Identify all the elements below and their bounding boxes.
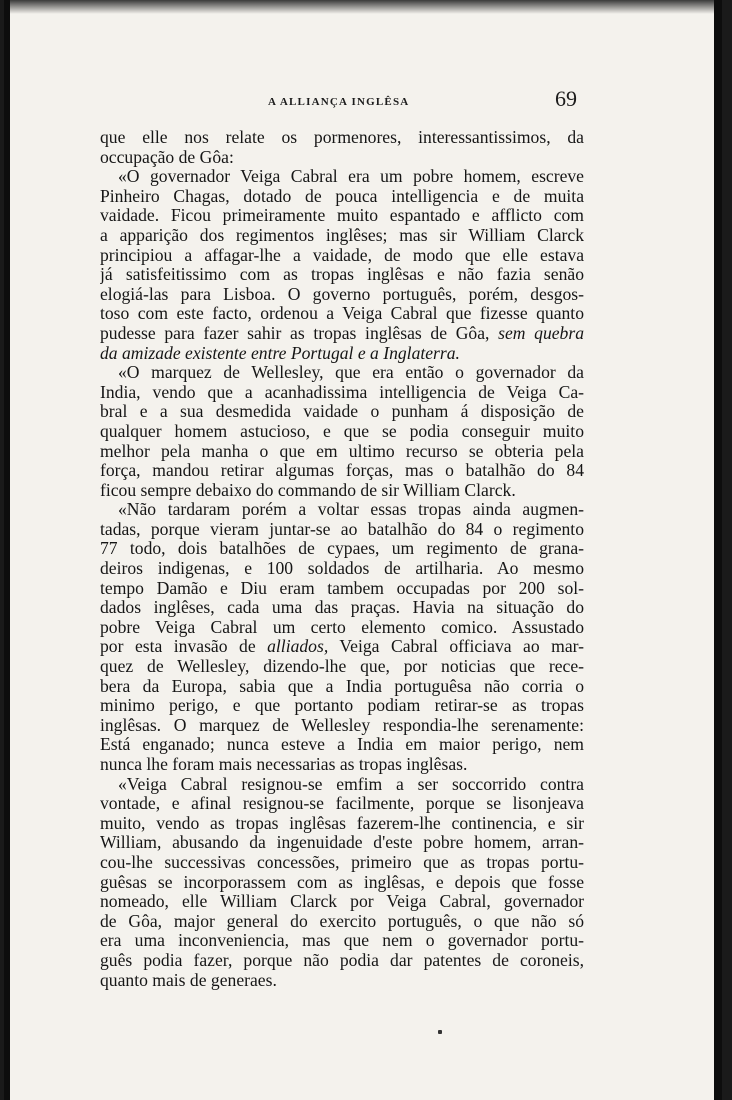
text-line: tadas, porque vieram juntar-se ao batalhão do 84 o regimento	[100, 519, 584, 539]
page-number: 69	[555, 86, 577, 111]
text-line: tempo Damão e Diu eram tambem occupadas por 200 sol-	[100, 578, 584, 598]
text-line: quanto mais de generaes.	[100, 970, 277, 990]
text-line: pudesse para fazer sahir as tropas inglêsas de Gôa, sem quebra	[100, 323, 584, 343]
print-speck	[438, 1030, 442, 1034]
text-line: já satisfeitissimo com as tropas inglêsas e não fazia senão	[100, 265, 584, 285]
book-page	[4, 0, 722, 1100]
page-top-shadow	[10, 0, 714, 14]
text-line: William, abusando da ingenuidade d'este pobre homem, arran-	[100, 833, 584, 853]
text-line: melhor pela manha o que em ultimo recurso se obteria pela	[100, 441, 584, 461]
text-line: India, vendo que a acanhadissima intelligencia de Veiga Ca-	[100, 382, 584, 402]
paragraph	[100, 500, 584, 774]
text-line: ficou sempre debaixo do commando de sir William Clarck.	[100, 480, 516, 500]
text-line: elogiá-las para Lisboa. O governo português, porém, desgos-	[100, 284, 584, 304]
text-line: a apparição dos regimentos inglêses; mas sir William Clarck	[100, 225, 584, 245]
text-line: Pinheiro Chagas, dotado de pouca intelligencia e de muita	[100, 186, 584, 206]
text-line: principiou a affagar-lhe a vaidade, de modo que elle estava	[100, 245, 584, 265]
text-line: quez de Wellesley, dizendo-lhe que, por noticias que rece-	[100, 657, 584, 677]
text-line: nunca lhe foram mais necessarias as tropas inglêsas.	[100, 755, 468, 774]
text-line: vontade, e afinal resignou-se facilmente, porque se lisonjeava	[100, 794, 584, 814]
text-line: guês podia fazer, porque não podia dar patentes de coroneis,	[100, 950, 584, 970]
text-line: 77 todo, dois batalhões de cypaes, um regimento de grana-	[100, 539, 584, 559]
text-line: era uma inconveniencia, mas que nem o governador portu-	[100, 931, 584, 951]
text-line: cou-lhe successivas concessões, primeiro que as tropas portu-	[100, 852, 584, 872]
text-line: minimo perigo, e que portanto podiam retirar-se as tropas	[100, 696, 584, 716]
text-line: «Não tardaram porém a voltar essas tropas ainda augmen-	[118, 500, 584, 520]
paragraph	[100, 363, 584, 500]
text-line: força, mandou retirar algumas forças, mas o batalhão do 84	[100, 461, 584, 481]
text-line: deiros indigenas, e 100 soldados de artilharia. Ao mesmo	[100, 559, 584, 579]
text-line: qualquer homem astucioso, e que se podia conseguir muito	[100, 421, 584, 441]
text-line: vaidade. Ficou primeiramente muito espantado e afflicto com	[100, 206, 584, 226]
text-line: dados inglêses, cada uma das praças. Havia na situação do	[100, 598, 584, 618]
text-line: por esta invasão de alliados, Veiga Cabral officiava ao mar-	[100, 637, 584, 657]
text-line: «O marquez de Wellesley, que era então o governador da	[118, 363, 584, 383]
text-line: nomeado, elle William Clarck por Veiga Cabral, governador	[100, 892, 584, 912]
text-line: Está enganado; nunca esteve a India em maior perigo, nem	[100, 735, 584, 755]
text-line: «O governador Veiga Cabral era um pobre homem, escreve	[118, 167, 584, 187]
text-line: que elle nos relate os pormenores, interessantissimos, da	[100, 128, 584, 147]
paragraph	[100, 167, 584, 363]
running-title: A ALLIANÇA INGLÊSA	[268, 96, 410, 108]
paragraph	[100, 775, 584, 991]
text-line: toso com este facto, ordenou a Veiga Cabral que fizesse quanto	[100, 304, 584, 324]
text-line: inglêsas. O marquez de Wellesley respondia-lhe serenamente:	[100, 715, 584, 735]
body-text	[100, 128, 584, 990]
text-line: muito, vendo as tropas inglêsas fazerem-lhe continencia, e sir	[100, 813, 584, 833]
text-line: guêsas se incorporassem com as inglêsas, e depois que fosse	[100, 872, 584, 892]
text-line: «Veiga Cabral resignou-se emfim a ser soccorrido contra	[118, 774, 584, 794]
text-line: de Gôa, major general do exercito português, o que não só	[100, 911, 584, 931]
text-line: bral e a sua desmedida vaidade o punham á disposição de	[100, 402, 584, 422]
text-line: bera da Europa, sabia que a India portuguêsa não corria o	[100, 676, 584, 696]
text-line: da amizade existente entre Portugal e a Inglaterra.	[100, 343, 460, 363]
paragraph	[100, 128, 584, 167]
text-line: occupação de Gôa:	[100, 147, 234, 167]
text-line: pobre Veiga Cabral um certo elemento comico. Assustado	[100, 617, 584, 637]
